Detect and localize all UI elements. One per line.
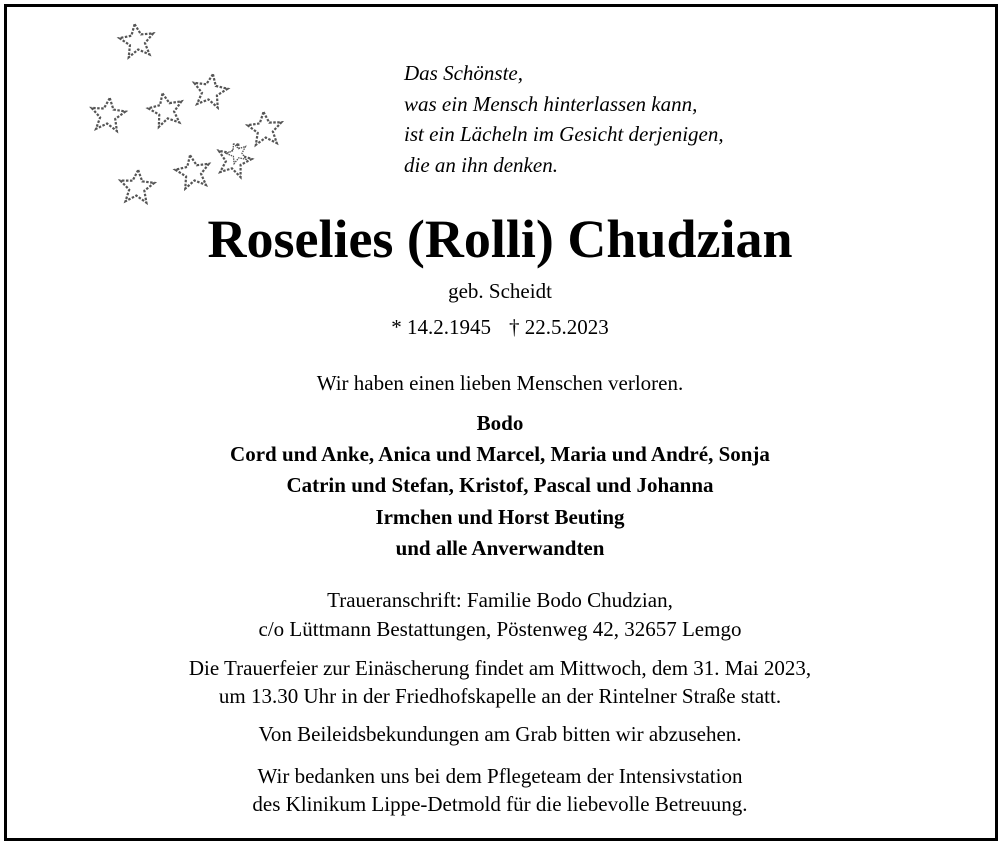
- star-icon: [119, 169, 155, 203]
- ceremony-line: Die Trauerfeier zur Einäscherung findet am Mittwoch, dem 31. Mai 2023,: [188, 656, 812, 680]
- life-dates: [0, 314, 1000, 340]
- poem-line: Das Schönste,: [404, 61, 523, 85]
- ceremony-info: [0, 655, 1000, 710]
- thanks-line: Wir bedanken uns bei dem Pflegeteam der Intensivstation: [257, 764, 743, 788]
- star-icon: [191, 71, 230, 108]
- mourners-list: [0, 408, 1000, 564]
- mourner-line: Cord und Anke, Anica und Marcel, Maria und André, Sonja: [230, 442, 770, 467]
- star-icon: [173, 152, 212, 189]
- thanks-note: [0, 763, 1000, 818]
- deceased-name: Roselies (Rolli) Chudzian: [207, 209, 793, 269]
- birth-name: geb. Scheidt: [448, 279, 552, 303]
- address-line: c/o Lüttmann Bestattungen, Pöstenweg 42, 32657 Lemgo: [258, 617, 742, 641]
- star-icon: [118, 22, 156, 58]
- death-date: † 22.5.2023: [509, 315, 609, 339]
- mourner-line: und alle Anverwandten: [395, 535, 605, 560]
- mourner-line: Irmchen und Horst Beuting: [375, 504, 625, 529]
- star-icon: [146, 90, 186, 128]
- poem-line: die an ihn denken.: [404, 152, 558, 177]
- mourning-address: [0, 586, 1000, 644]
- mourner-line: Catrin und Stefan, Kristof, Pascal und Johanna: [286, 473, 714, 498]
- birth-date: * 14.2.1945: [391, 315, 491, 339]
- star-icon: [247, 111, 284, 146]
- star-icon: [90, 96, 127, 131]
- poem-line: ist ein Lächeln im Gesicht derjenigen,: [404, 122, 724, 146]
- poem-line: was ein Mensch hinterlassen kann,: [404, 91, 698, 116]
- condolence-note: Von Beileidsbekundungen am Grab bitten wir abzusehen.: [258, 722, 742, 746]
- ceremony-line: um 13.30 Uhr in der Friedhofskapelle an der Rintelner Straße statt.: [218, 683, 782, 708]
- memorial-poem: [404, 58, 724, 180]
- mourner-line: Bodo: [476, 411, 524, 435]
- decorative-stars: [0, 0, 300, 230]
- thanks-line: des Klinikum Lippe-Detmold für die liebevolle Betreuung.: [252, 791, 748, 816]
- mourning-statement: Wir haben einen lieben Menschen verloren.: [316, 371, 684, 395]
- address-line: Traueranschrift: Familie Bodo Chudzian,: [327, 588, 673, 612]
